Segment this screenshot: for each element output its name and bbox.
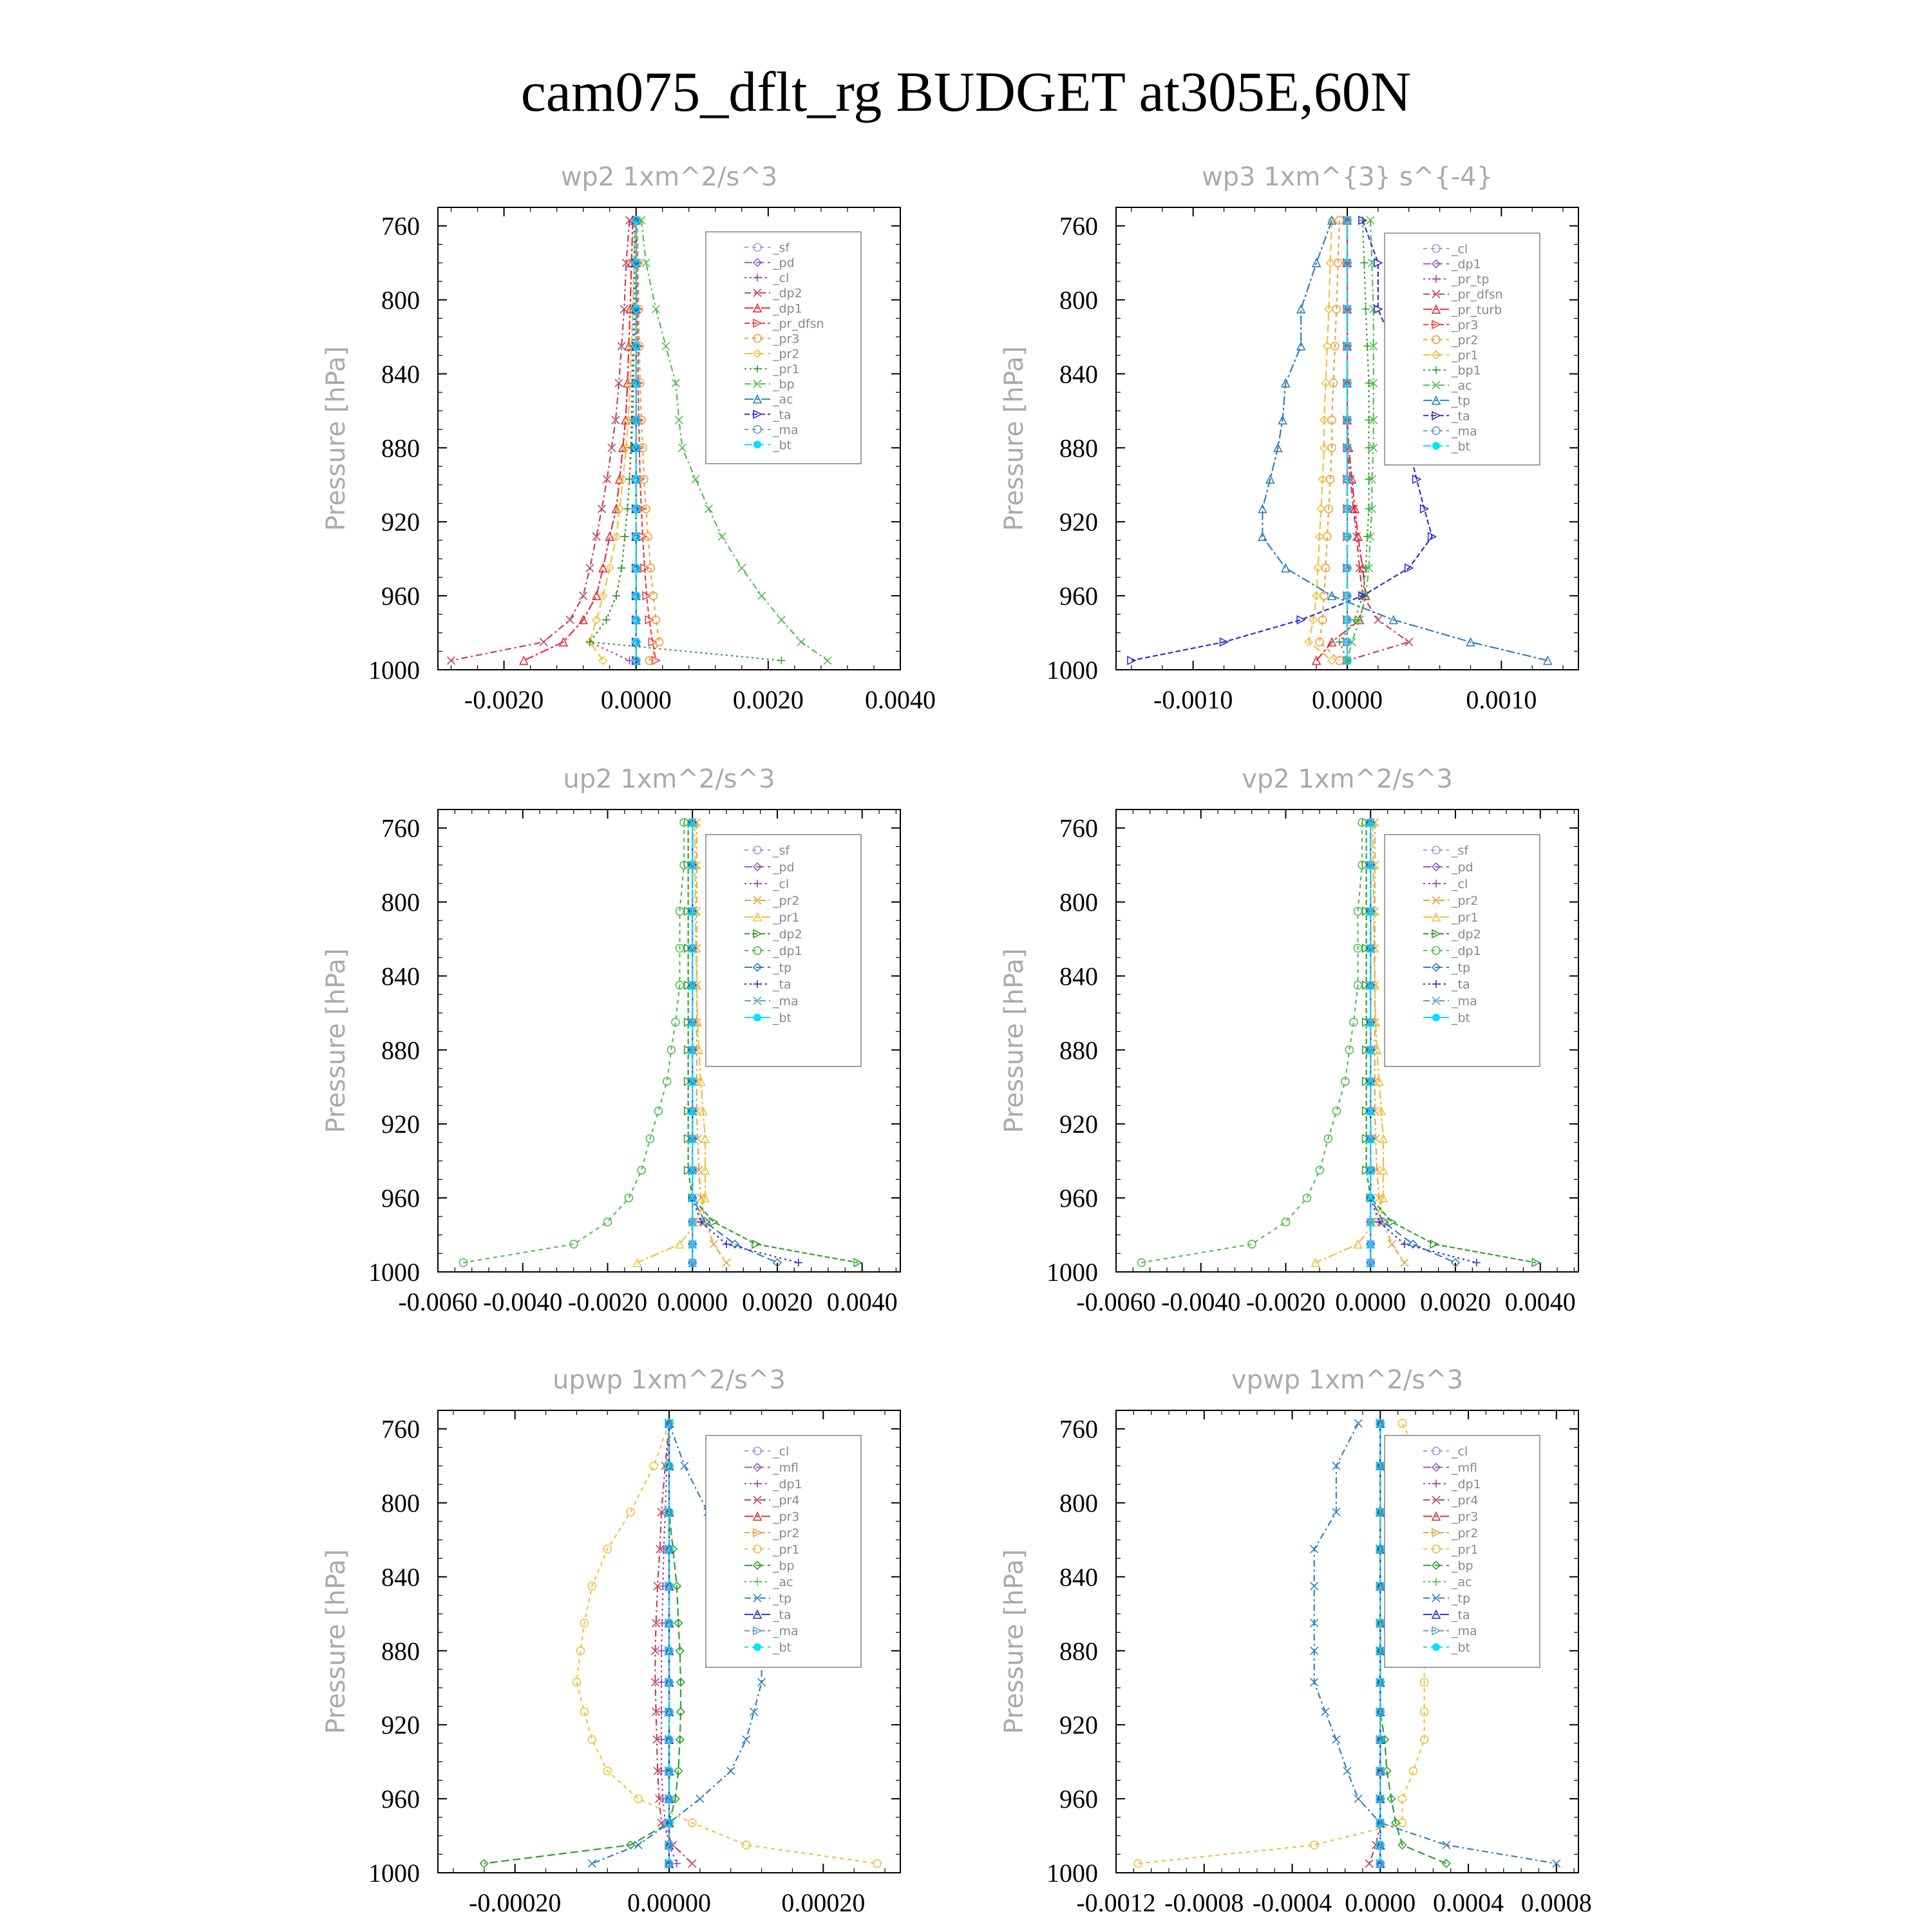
legend-marker: [753, 1643, 761, 1651]
panel-title: upwp 1xm^2/s^3: [553, 1365, 786, 1395]
x-tick-label: -0.0060: [398, 1287, 478, 1316]
y-tick-label: 1000: [1046, 656, 1098, 685]
legend-label: _pr2: [1452, 894, 1479, 908]
legend-label: _ac: [1452, 1575, 1472, 1590]
y-tick-label: 840: [1059, 961, 1098, 991]
y-tick-label: 1000: [368, 656, 420, 685]
legend: [706, 1435, 861, 1667]
legend-label: _ta: [773, 1607, 791, 1622]
y-tick-label: 760: [1059, 813, 1098, 843]
legend-label: _dp2: [773, 927, 802, 942]
legend-label: _bp: [773, 377, 795, 392]
y-tick-label: 880: [1059, 1036, 1098, 1065]
legend-label: _ac: [773, 1575, 793, 1590]
x-tick-label: -0.0020: [1245, 1287, 1326, 1316]
legend-label: _pr2: [773, 894, 800, 908]
legend-label: _ma: [1452, 1624, 1477, 1639]
legend-label: _pr_dfsn: [1452, 287, 1503, 302]
x-tick-label: 0.0000: [657, 1287, 728, 1316]
legend-label: _pd: [1452, 860, 1473, 875]
legend-label: _sf: [773, 241, 790, 255]
x-tick-label: -0.0020: [567, 1287, 648, 1316]
panel-title: vp2 1xm^2/s^3: [1242, 764, 1453, 794]
legend-label: _ma: [1452, 424, 1477, 439]
legend-label: _pr2: [1452, 333, 1479, 348]
legend-label: _dp1: [1452, 257, 1481, 272]
y-tick-label: 880: [381, 433, 420, 463]
legend-label: _pr2: [773, 347, 800, 361]
legend-label: _ma: [773, 1624, 799, 1639]
y-tick-label: 880: [1059, 1636, 1098, 1666]
legend-label: _pr3: [773, 332, 800, 346]
y-tick-label: 880: [1059, 433, 1098, 463]
legend-label: _cl: [1452, 242, 1468, 256]
x-tick-label: 0.0020: [732, 685, 804, 714]
legend-label: _dp2: [1452, 927, 1481, 942]
y-tick-label: 960: [381, 582, 420, 611]
x-tick-label: -0.0040: [483, 1287, 563, 1316]
legend: [706, 232, 861, 464]
legend-label: _tp: [773, 961, 792, 975]
x-tick-label: 0.0000: [1312, 685, 1383, 714]
legend-label: _ta: [773, 408, 791, 422]
y-tick-label: 760: [381, 1414, 420, 1444]
legend-label: _pr2: [1452, 1526, 1479, 1540]
legend-label: _tp: [1452, 961, 1471, 975]
legend-label: _pr3: [1452, 317, 1479, 332]
x-tick-label: 0.00020: [781, 1888, 866, 1917]
y-tick-label: 920: [381, 1110, 420, 1139]
legend-label: _mfl: [1452, 1461, 1477, 1475]
legend-label: _dp1: [1452, 944, 1481, 958]
x-tick-label: 0.0000: [600, 685, 672, 714]
y-tick-label: 920: [1059, 507, 1098, 537]
legend-label: _sf: [773, 844, 790, 858]
legend-label: _pr3: [773, 1510, 800, 1524]
y-tick-label: 800: [381, 1488, 420, 1518]
legend-label: _bp: [1452, 1558, 1473, 1573]
y-axis-label: Pressure [hPa]: [999, 948, 1029, 1133]
legend-label: _dp1: [773, 301, 802, 316]
y-tick-label: 760: [1059, 1414, 1098, 1444]
legend-label: _cl: [1452, 1444, 1468, 1459]
legend-label: _ta: [1452, 1607, 1470, 1622]
y-tick-label: 960: [1059, 1184, 1098, 1213]
y-tick-label: 880: [381, 1036, 420, 1065]
legend-label: _pr1: [1452, 348, 1479, 363]
legend-label: _bt: [773, 1640, 792, 1655]
y-tick-label: 920: [381, 507, 420, 537]
legend-label: _ma: [773, 422, 799, 437]
y-tick-label: 840: [381, 1562, 420, 1592]
legend-label: _ac: [1452, 379, 1472, 393]
y-tick-label: 800: [381, 285, 420, 315]
y-axis-label: Pressure [hPa]: [999, 1549, 1029, 1734]
x-tick-label: -0.0012: [1076, 1888, 1156, 1917]
x-tick-label: 0.0000: [1345, 1888, 1416, 1917]
legend-marker: [753, 1014, 761, 1021]
legend-label: _pr1: [1452, 1542, 1479, 1557]
legend-label: _pr_tp: [1452, 272, 1490, 287]
y-tick-label: 1000: [1046, 1859, 1098, 1888]
y-tick-label: 920: [1059, 1710, 1098, 1740]
y-tick-label: 760: [1059, 211, 1098, 241]
legend-label: _ma: [773, 994, 799, 1009]
legend-label: _pd: [773, 860, 795, 875]
legend: [706, 835, 861, 1066]
legend-marker: [1432, 1014, 1440, 1021]
y-tick-label: 760: [381, 211, 420, 241]
legend-label: _pr1: [773, 911, 800, 925]
x-tick-label: 0.0040: [865, 685, 936, 714]
legend-label: _cl: [773, 1444, 790, 1459]
legend: [1385, 233, 1540, 465]
x-tick-label: 0.0008: [1520, 1888, 1592, 1917]
legend-label: _bp1: [1452, 363, 1481, 378]
y-tick-label: 920: [381, 1710, 420, 1740]
x-tick-label: -0.0060: [1076, 1287, 1156, 1316]
y-tick-label: 840: [381, 359, 420, 389]
legend-label: _dp1: [1452, 1477, 1481, 1492]
legend-marker: [753, 440, 761, 448]
y-tick-label: 840: [381, 961, 420, 991]
legend-label: _sf: [1452, 844, 1469, 858]
legend-label: _cl: [1452, 877, 1468, 891]
x-tick-label: 0.0020: [1419, 1287, 1491, 1316]
y-axis-label: Pressure [hPa]: [321, 948, 351, 1133]
y-axis-label: Pressure [hPa]: [999, 346, 1029, 531]
y-tick-label: 760: [381, 813, 420, 843]
panel-title: wp3 1xm^{3} s^{-4}: [1201, 162, 1493, 192]
legend: [1385, 1435, 1540, 1667]
y-tick-label: 800: [1059, 887, 1098, 917]
legend-label: _pr1: [773, 362, 800, 377]
x-tick-label: 0.0010: [1466, 685, 1537, 714]
legend-label: _dp1: [773, 1477, 802, 1492]
y-tick-label: 800: [1059, 285, 1098, 315]
legend-label: _pr4: [773, 1493, 800, 1508]
legend-marker: [1432, 1643, 1440, 1651]
y-tick-label: 840: [1059, 359, 1098, 389]
legend-label: _bp: [773, 1558, 795, 1573]
legend: [1385, 835, 1540, 1066]
legend-label: _bt: [773, 1011, 792, 1025]
legend-label: _bt: [1452, 1640, 1471, 1655]
legend-label: _pr2: [773, 1526, 800, 1540]
x-tick-label: -0.0010: [1153, 685, 1233, 714]
x-tick-label: -0.00020: [469, 1888, 562, 1917]
legend-marker: [1432, 442, 1440, 450]
y-tick-label: 1000: [368, 1859, 420, 1888]
y-tick-label: 880: [381, 1636, 420, 1666]
x-tick-label: 0.0004: [1433, 1888, 1504, 1917]
y-tick-label: 920: [1059, 1110, 1098, 1139]
legend-label: _ta: [1452, 978, 1470, 992]
y-tick-label: 1000: [1046, 1258, 1098, 1287]
legend-label: _mfl: [773, 1461, 799, 1475]
y-tick-label: 960: [381, 1785, 420, 1814]
legend-label: _ma: [1452, 994, 1477, 1009]
legend-label: _ac: [773, 392, 793, 407]
legend-label: _bt: [773, 438, 792, 453]
legend-label: _bt: [1452, 439, 1471, 454]
x-tick-label: 0.00000: [627, 1888, 711, 1917]
x-tick-label: 0.0000: [1335, 1287, 1406, 1316]
legend-label: _pr3: [1452, 1510, 1479, 1524]
panel-title: vpwp 1xm^2/s^3: [1231, 1365, 1464, 1395]
x-tick-label: 0.0040: [826, 1287, 898, 1316]
y-tick-label: 800: [381, 887, 420, 917]
legend-label: _ta: [1452, 409, 1470, 424]
legend-label: _pr1: [773, 1542, 800, 1557]
legend-label: _cl: [773, 877, 790, 891]
legend-label: _pr_turb: [1452, 303, 1502, 317]
y-tick-label: 800: [1059, 1488, 1098, 1518]
x-tick-label: -0.0040: [1161, 1287, 1241, 1316]
legend-label: _tp: [1452, 1591, 1471, 1606]
panel-title: up2 1xm^2/s^3: [563, 764, 775, 794]
figure-title: cam075_dflt_rg BUDGET at305E,60N: [520, 61, 1412, 124]
y-axis-label: Pressure [hPa]: [321, 1549, 351, 1734]
x-tick-label: 0.0040: [1504, 1287, 1576, 1316]
legend-label: _ta: [773, 978, 791, 992]
x-tick-label: -0.0008: [1164, 1888, 1244, 1917]
y-tick-label: 960: [1059, 582, 1098, 611]
x-tick-label: -0.0004: [1252, 1888, 1332, 1917]
legend-label: _pr1: [1452, 911, 1479, 925]
y-tick-label: 960: [1059, 1785, 1098, 1814]
x-tick-label: 0.0020: [741, 1287, 813, 1316]
legend-label: _pr_dfsn: [773, 316, 824, 331]
legend-label: _bt: [1452, 1011, 1471, 1025]
panel-title: wp2 1xm^2/s^3: [560, 162, 778, 192]
legend-label: _tp: [1452, 393, 1471, 408]
legend-label: _dp1: [773, 944, 802, 958]
legend-label: _cl: [773, 271, 790, 286]
legend-label: _dp2: [773, 286, 802, 301]
y-tick-label: 960: [381, 1184, 420, 1213]
legend-label: _tp: [773, 1591, 792, 1606]
legend-label: _pd: [773, 256, 795, 270]
legend-label: _pr4: [1452, 1493, 1479, 1508]
y-tick-label: 1000: [368, 1258, 420, 1287]
y-axis-label: Pressure [hPa]: [321, 346, 351, 531]
x-tick-label: -0.0020: [464, 685, 544, 714]
y-tick-label: 840: [1059, 1562, 1098, 1592]
